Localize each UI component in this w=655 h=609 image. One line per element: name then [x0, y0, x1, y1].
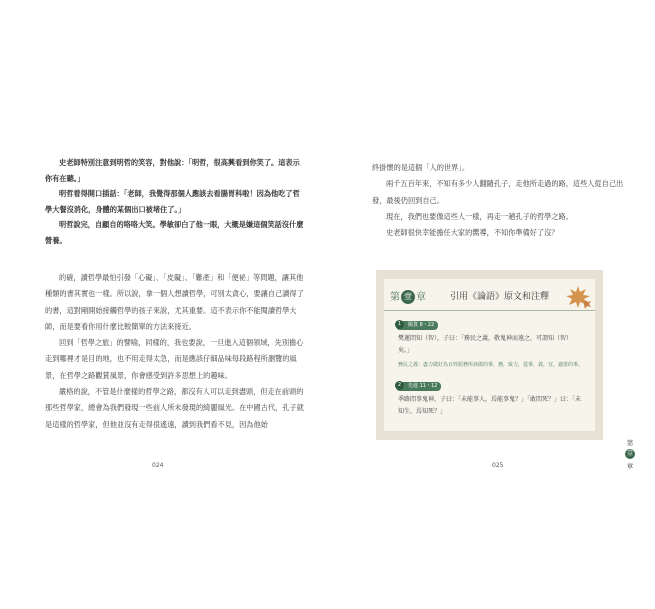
chapter-number-badge: 壹	[401, 290, 415, 304]
citation-tag-number-1: 1	[395, 320, 404, 329]
body-paragraph-3: 嚴格的說，不管是什麼樣的哲學之路，都沒有人可以走到盡頭，但走在前頭的那些哲學家，總會為我們發現一些前人所未發現的綺麗風光。在中國古代，孔子就是這樣的哲學家，但他並沒有走得很遙遠，讀到我們看不見，因為他始	[45, 387, 304, 429]
citation-header-divider	[384, 310, 595, 311]
chapter-suffix: 章	[416, 292, 426, 303]
citation-tag-2	[396, 382, 441, 391]
bold-paragraph-2: 明哲着得開口插話：「老師，我覺得那個人應該去看腸胃科啦！因為他吃了哲學大餐沒消化，身體的某個出口被堵住了。」	[45, 189, 300, 214]
right-paragraph-3: 現在，我們也要像這些人一樣，再走一趟孔子的哲學之路。	[386, 211, 573, 221]
citation-quote-2: 季路問事鬼神，子曰：「未能事人，焉能事鬼？」「敢問死？」曰：「未知生，焉知死？」	[398, 396, 582, 415]
citation-tag-label-2: 先進 11・12	[408, 383, 438, 389]
citation-tag-1	[396, 321, 438, 330]
side-tab-top: 第	[626, 439, 634, 447]
citation-tag-number-2: 2	[395, 381, 404, 390]
chapter-label	[390, 288, 426, 304]
right-page-number: 025	[492, 462, 504, 469]
bold-dialogue-block	[45, 155, 305, 248]
right-body-block	[372, 160, 634, 241]
citation-box-title: 引用《論語》原文和注釋	[450, 292, 550, 302]
body-paragraph-1: 的確，讀哲學最怕引發「心礙」、「皮礙」、「難產」和「便祕」等問題，讓其他種類的書其實也一樣。所以說，拿一個人想讀哲學，可別太貪心，要讓自己讀得了的書，這對剛開始接觸哲學的孩子來說，尤其重要。這不表示你不能閱讀哲學大師，而是要看你用什麼比較簡單的方法來接近。	[45, 273, 304, 331]
body-paragraph-2: 回到「哲學之旅」的譬喻，同樣的，我也要說，一旦進入這個領域，先別擔心走到哪裡才是目的地，也不用走得太急，而是應該仔細品味每段路程所瀏覽的風景，在哲學之路觀賞風景，你會感受到許多思想上的趣味。	[45, 338, 304, 380]
maple-leaf-icon	[563, 284, 593, 310]
left-body-block	[45, 270, 305, 433]
side-tab-bottom: 章	[626, 462, 634, 470]
chapter-prefix: 第	[390, 292, 400, 303]
citation-quote-1: 樊遲問知（智），子曰：「務民之義，敬鬼神而遠之，可謂知（智）矣。」	[398, 335, 573, 354]
citation-tag-label-1: 陽貨 8・22	[408, 322, 435, 328]
side-tab-number-badge: 壹	[626, 450, 633, 457]
bold-paragraph-1: 史老師特別注意到明哲的笑容，對他說：「明哲，很高興看到你笑了。這表示你有在聽。」	[45, 158, 300, 183]
right-paragraph-2: 兩千五百年來，不知有多少人翻隨孔子，走他所走過的路，這些人從自己出發，最後仍回到自己。	[372, 179, 624, 205]
left-page-number: 024	[152, 462, 164, 469]
right-paragraph-1: 終掛懷的是這個「人的世界」。	[372, 163, 470, 172]
bold-paragraph-3: 明哲說完，自顧自的咯咯大笑。學敏卻白了他一眼，大概是嫌這個笑話沒什麼營養。	[45, 220, 304, 245]
chapter-side-tab	[625, 438, 635, 470]
right-paragraph-4: 史老師很快幸能擔任大家的嚮導，不知你準備好了沒？	[386, 228, 559, 238]
citation-note-1: 務民之義：盡力做好為百姓服務所該做的事，務，致力，從事，義，宜，適當的事。	[398, 362, 584, 368]
